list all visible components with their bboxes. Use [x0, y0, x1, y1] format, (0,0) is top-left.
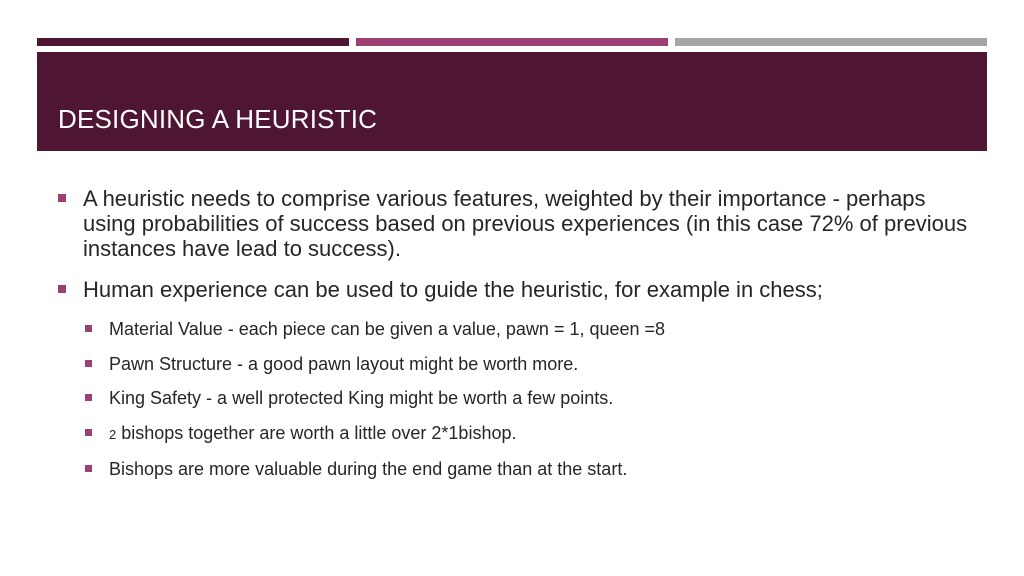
- square-bullet-icon: [85, 325, 92, 332]
- subbullet-text: King Safety - a well protected King might be worth a few points.: [109, 388, 614, 408]
- bullet-text: Human experience can be used to guide the heuristic, for example in chess;: [83, 277, 823, 302]
- square-bullet-icon: [85, 394, 92, 401]
- subbullet-material-value: [84, 318, 972, 340]
- slide-title: DESIGNING A HEURISTIC: [58, 104, 378, 134]
- bullet-text: A heuristic needs to comprise various features, weighted by their importance - perhaps using probabilities of success based on previous experiences (in this case 72% of previous instances have lead to success).: [83, 186, 968, 261]
- subbullet-text: bishops together are worth a little over 2*1bishop.: [116, 422, 517, 443]
- subbullet-king-safety: [84, 387, 972, 409]
- accent-bar-dark: [37, 38, 349, 46]
- subbullet-pawn-structure: [84, 353, 972, 375]
- subbullet-bishop-pair: [84, 422, 972, 446]
- square-bullet-icon: [85, 465, 92, 472]
- bullet-human-experience: [57, 277, 972, 302]
- content-area: [57, 186, 972, 493]
- square-bullet-icon: [85, 429, 92, 436]
- title-band: [37, 52, 987, 151]
- top-accent-bars: [37, 38, 987, 46]
- accent-bar-gray: [675, 38, 987, 46]
- accent-bar-magenta: [356, 38, 668, 46]
- square-bullet-icon: [85, 360, 92, 367]
- square-bullet-icon: [58, 194, 66, 202]
- subbullet-text: Material Value - each piece can be given a value, pawn = 1, queen =8: [109, 319, 666, 339]
- bullet-heuristic-features: [57, 186, 972, 261]
- subbullet-text: Pawn Structure - a good pawn layout might be worth more.: [109, 353, 579, 374]
- square-bullet-icon: [58, 285, 66, 293]
- subbullet-number: 2: [109, 426, 117, 442]
- subbullet-bishops-endgame: [84, 458, 972, 480]
- subbullet-text: Bishops are more valuable during the end game than at the start.: [109, 459, 628, 479]
